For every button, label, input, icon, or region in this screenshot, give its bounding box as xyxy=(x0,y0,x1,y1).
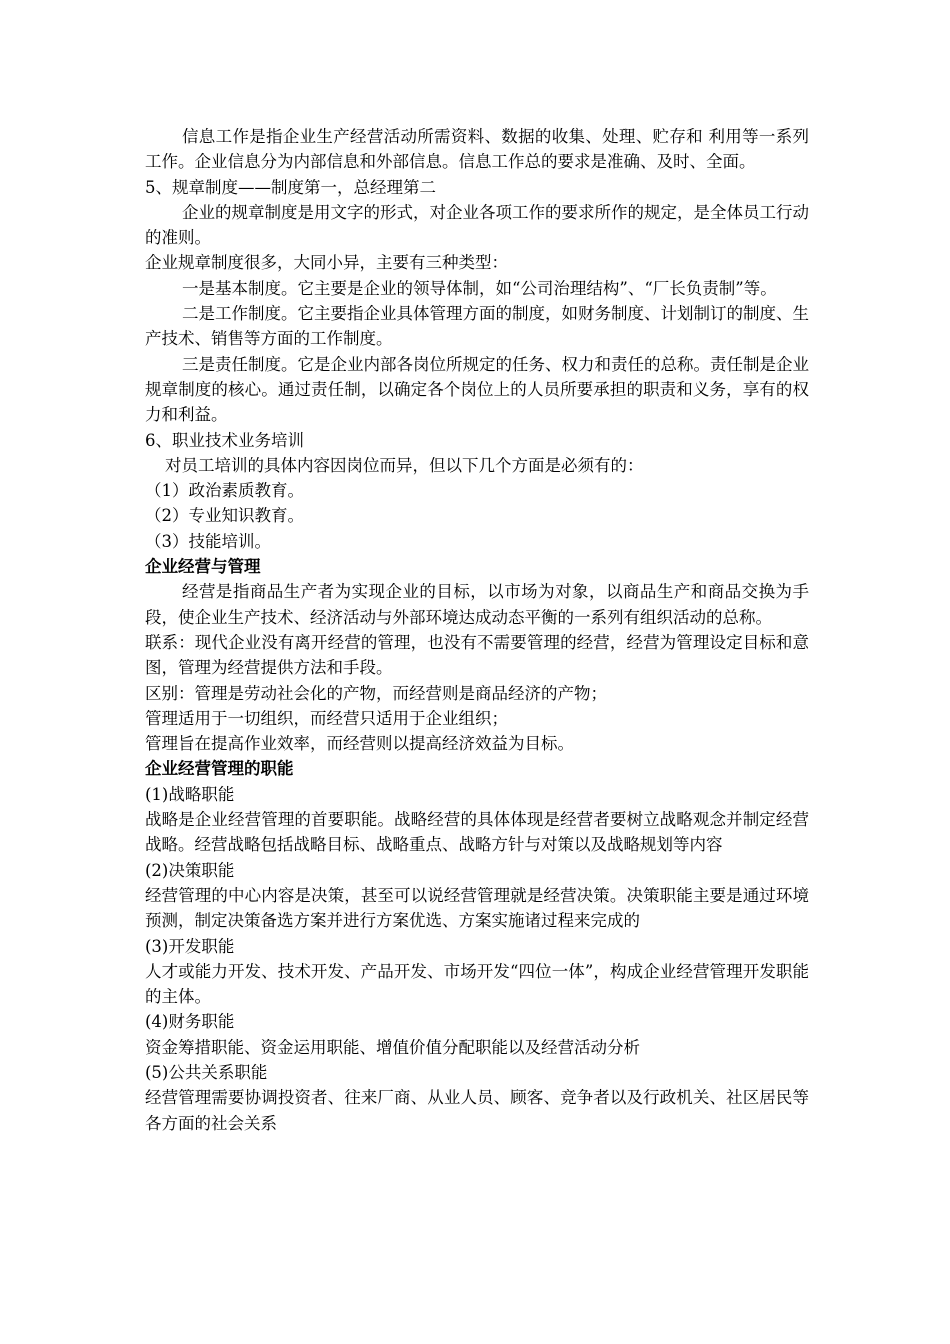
paragraph: (5)公共关系职能 xyxy=(145,1062,268,1082)
paragraph: 企业规章制度很多，大同小异，主要有三种类型： xyxy=(145,253,508,273)
paragraph: 经营管理需要协调投资者、往来厂商、从业人员、顾客、竞争者以及行政机关、社区居民等各方面的社会关系 xyxy=(145,1088,809,1133)
paragraph: （2）专业知识教育。 xyxy=(145,506,304,526)
paragraph: 人才或能力开发、技术开发、产品开发、市场开发“四位一体”，构成企业经营管理开发职能的主体。 xyxy=(145,961,809,1007)
paragraph: 管理旨在提高作业效率，而经营则以提高经济效益为目标。 xyxy=(145,734,574,754)
paragraph: 6、职业技术业务培训 xyxy=(145,430,304,450)
section-heading: 企业经营与管理 xyxy=(145,557,261,577)
paragraph: 信息工作是指企业生产经营活动所需资料、数据的收集、处理、贮存和 利用等一系列工作。企业信息分为内部信息和外部信息。信息工作总的要求是准确、及时、全面。 xyxy=(145,127,809,172)
paragraph: (3)开发职能 xyxy=(145,936,235,956)
paragraph: 战略是企业经营管理的首要职能。战略经营的具体体现是经营者要树立战略观念并制定经营战略。经营战略包括战略目标、战略重点、战略方针与对策以及战略规划等内容 xyxy=(145,810,809,855)
paragraph: （1）政治素质教育。 xyxy=(145,481,304,501)
paragraph: 二是工作制度。它主要指企业具体管理方面的制度，如财务制度、计划制订的制度、生产技术、销售等方面的工作制度。 xyxy=(145,304,809,349)
paragraph: 管理适用于一切组织，而经营只适用于企业组织； xyxy=(145,708,508,728)
section-heading: 企业经营管理的职能 xyxy=(145,759,294,779)
paragraph: (1)战略职能 xyxy=(145,784,235,804)
paragraph: 资金筹措职能、资金运用职能、增值价值分配职能以及经营活动分析 xyxy=(145,1037,640,1057)
paragraph: 一是基本制度。它主要是企业的领导体制，如“公司治理结构”、“厂长负责制”等。 xyxy=(182,278,777,298)
paragraph: 区别：管理是劳动社会化的产物，而经营则是商品经济的产物； xyxy=(145,683,607,703)
paragraph: （3）技能培训。 xyxy=(145,531,271,551)
paragraph: 联系：现代企业没有离开经营的管理，也没有不需要管理的经营，经营为管理设定目标和意图，管理为经营提供方法和手段。 xyxy=(145,632,809,678)
paragraph: 对员工培训的具体内容因岗位而异，但以下几个方面是必须有的： xyxy=(165,455,644,475)
paragraph: 经营管理的中心内容是决策，甚至可以说经营管理就是经营决策。决策职能主要是通过环境预测，制定决策备选方案并进行方案优选、方案实施诸过程来完成的 xyxy=(145,885,809,931)
paragraph: (2)决策职能 xyxy=(145,860,235,880)
paragraph: 企业的规章制度是用文字的形式，对企业各项工作的要求所作的规定，是全体员工行动的准则。 xyxy=(145,202,809,248)
paragraph: (4)财务职能 xyxy=(145,1012,235,1032)
paragraph: 5、规章制度——制度第一，总经理第二 xyxy=(145,177,436,197)
paragraph: 经营是指商品生产者为实现企业的目标，以市场为对象，以商品生产和商品交换为手段，使企业生产技术、经济活动与外部环境达成动态平衡的一系列有组织活动的总称。 xyxy=(145,582,809,627)
document-page xyxy=(145,124,809,1136)
paragraph: 三是责任制度。它是企业内部各岗位所规定的任务、权力和责任的总称。责任制是企业规章制度的核心。通过责任制，以确定各个岗位上的人员所要承担的职责和义务，享有的权力和利益。 xyxy=(145,354,809,425)
